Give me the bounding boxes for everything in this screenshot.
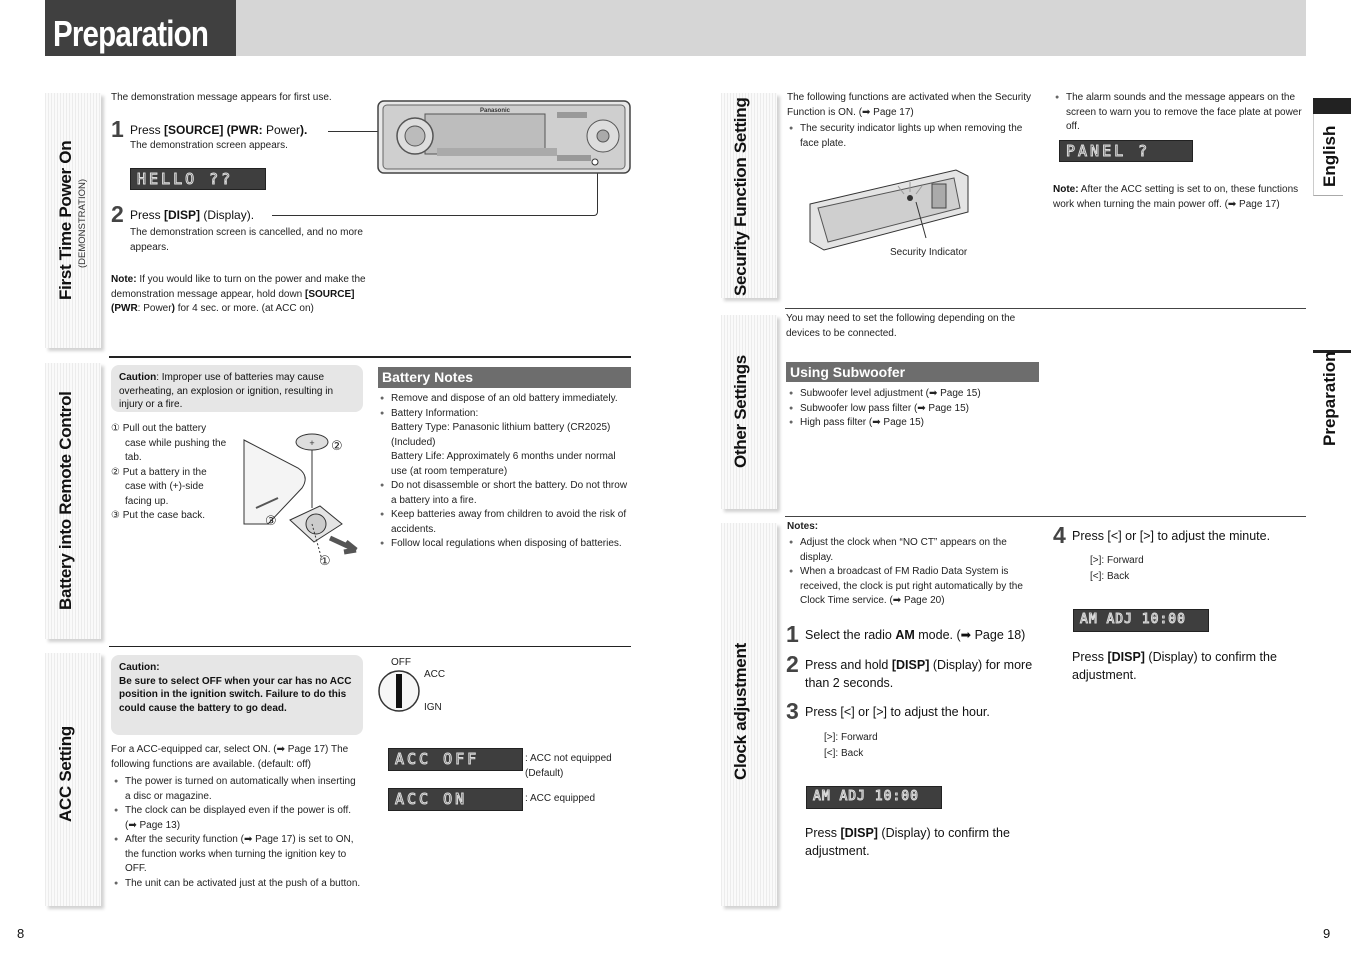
panel-lcd: PANEL ?	[1059, 140, 1193, 162]
first-time-intro: The demonstration message appears for first use.	[111, 92, 332, 103]
security-note: Note: After the ACC setting is set to on, these functions work when turning the main power off. (➡ Page 17)	[1053, 184, 1299, 210]
acc-off-lcd: ACC OFF	[388, 748, 523, 771]
demonstration-label: (DEMONSTRATION)	[77, 178, 88, 268]
step-number: 1	[786, 621, 799, 647]
section-divider	[109, 356, 631, 358]
security-bullet-2: ● The alarm sounds and the message appears on the screen to warn you to remove the face plate at power off.	[1055, 91, 1305, 135]
clock-step4: Press [<] or [>] to adjust the minute.	[1072, 529, 1271, 543]
page-number-left: 8	[17, 926, 25, 941]
forward-caption: [>]: Forward	[824, 732, 878, 743]
step1-text: Press [SOURCE] (PWR: Power).	[130, 123, 308, 137]
forward-arrow-icon: >	[876, 705, 884, 719]
back-arrow-icon: <	[1110, 529, 1119, 543]
leader-line	[328, 131, 380, 132]
back-caption: [<]: Back	[824, 748, 864, 759]
section-divider	[785, 308, 1306, 309]
forward-arrow-icon: >	[1143, 529, 1151, 543]
battery-caution: Caution: Improper use of batteries may cause overheating, an explosion or ignition, resulting in injury or a fire.	[111, 365, 363, 412]
forward-caption: [>]: Forward	[1090, 555, 1144, 566]
first-time-note: Note: If you would like to turn on the power and make the demonstration message appear, hold down [SOURCE] (PWR: Power) for 4 sec. or more. (at ACC on)	[111, 274, 366, 314]
brand-logo: Panasonic	[479, 108, 511, 114]
key-ign-label: IGN	[424, 702, 442, 713]
clock-step1: Select the radio AM mode. (➡ Page 18)	[805, 628, 1026, 642]
step-number: 2	[786, 651, 799, 677]
forward-arrow-icon: >	[1092, 555, 1099, 566]
back-arrow-icon: <	[826, 748, 833, 759]
other-intro: You may need to set the following depending on the devices to be connected.	[786, 313, 1016, 339]
callout-2: ②	[331, 438, 343, 453]
english-tab-label: English	[1320, 125, 1339, 187]
leader-line	[272, 215, 594, 216]
acc-on-lcd: ACC ON	[388, 788, 523, 811]
section-divider	[785, 516, 1306, 517]
acc-off-caption: : ACC not equipped (Default)	[525, 753, 612, 779]
back-caption: [<]: Back	[1090, 571, 1130, 582]
key-acc-label: ACC	[424, 669, 446, 680]
minute-lcd: AM ADJ 10:00	[1073, 609, 1209, 632]
step2-desc: The demonstration screen is cancelled, and no more appears.	[130, 227, 363, 253]
step-number: 4	[1053, 522, 1066, 548]
subwoofer-list: ● Subwoofer level adjustment (➡ Page 15) ● Subwoofer low pass filter (➡ Page 15) ● High pass filter (➡ Page 15)	[789, 387, 1039, 431]
demo-lcd: HELLO ??	[130, 168, 266, 190]
callout-1: ①	[319, 553, 331, 568]
clock-notes-label: Notes:	[787, 521, 819, 532]
clock-step2: Press and hold [DISP] (Display) for more than 2 seconds.	[805, 658, 1033, 690]
clock-confirm-2: Press [DISP] (Display) to confirm the adjustment.	[1072, 650, 1277, 682]
battery-tab-label: Battery into Remote Control	[56, 391, 75, 610]
svg-text:+: +	[309, 438, 315, 448]
clock-confirm-1: Press [DISP] (Display) to confirm the adjustment.	[805, 826, 1010, 858]
back-arrow-icon: <	[1092, 571, 1099, 582]
battery-steps: ① Pull out the battery case while pushing the tab. ② Put a battery in the case with (+)-side facing up. ③ Put the case back.	[111, 423, 227, 521]
page-number-right: 9	[1323, 926, 1331, 941]
first-time-tab-label: First Time Power On	[56, 140, 75, 300]
other-tab-label: Other Settings	[731, 355, 750, 468]
battery-notes-heading: Battery Notes	[378, 367, 631, 388]
head-unit-illustration	[377, 100, 631, 174]
key-off-label: OFF	[391, 657, 411, 668]
acc-on-caption: : ACC equipped	[525, 793, 596, 804]
face-plate-illustration	[806, 164, 972, 256]
acc-caution: Caution: Be sure to select OFF when your car has no ACC position in the ignition switch. Failure to do this could cause the battery to go dead.	[111, 655, 363, 735]
battery-notes-list: ● Remove and dispose of an old battery immediately. ● Battery Information: Battery Type: Panasonic lithium battery (CR2025) (Included) Battery Life: Approximately 6 months under normal use (at room temperature) ● Do not disassemble or short the battery. Do not throw a battery into a fire. ● Keep batteries away from children to avoid the risk of accidents. ● Follow local regulations when disposing of batteries.	[380, 392, 632, 552]
security-bullet-1: ● The security indicator lights up when removing the face plate.	[789, 122, 1029, 151]
step-number: 2	[111, 201, 124, 227]
acc-bullets: ● The power is turned on automatically when inserting a disc or magazine. ● The clock can be displayed even if the power is off. (➡ Page 13) ● After the security function (➡ Page 17) is set to ON, the function works when turning the ignition key to OFF. ● The unit can be activated just at the push of a button.	[114, 775, 364, 891]
clock-step3: Press [<] or [>] to adjust the hour.	[805, 705, 990, 719]
preparation-tab-label: Preparation	[1320, 351, 1339, 446]
remote-battery-illustration	[238, 428, 368, 570]
acc-body: For a ACC-equipped car, select ON. (➡ Page 17) The following functions are available. (default: off)	[111, 744, 349, 770]
callout-3: ③	[265, 513, 277, 528]
step2-text: Press [DISP] (Display).	[130, 208, 255, 222]
english-tab-marker	[1313, 98, 1351, 114]
step1-desc: The demonstration screen appears.	[130, 140, 288, 151]
clock-tab-label: Clock adjustment	[731, 643, 750, 780]
security-indicator-caption: Security Indicator	[890, 247, 968, 258]
ignition-key-icon	[377, 668, 421, 714]
section-divider	[109, 646, 631, 647]
security-tab-label: Security Function Setting	[731, 97, 750, 296]
page-title: Preparation	[45, 0, 236, 56]
back-arrow-icon: <	[843, 705, 852, 719]
subwoofer-heading: Using Subwoofer	[786, 362, 1039, 382]
acc-tab-label: ACC Setting	[56, 726, 75, 822]
security-intro: The following functions are activated when the Security Function is ON. (➡ Page 17)	[787, 92, 1032, 118]
step-number: 3	[786, 698, 799, 724]
clock-notes-list: ● Adjust the clock when “NO CT” appears on the display. ● When a broadcast of FM Radio Data System is received, the clock is put right automatically by the Clock Time service. (➡ Page 20)	[789, 536, 1029, 609]
forward-arrow-icon: >	[826, 732, 833, 743]
hour-lcd: AM ADJ 10:00	[806, 786, 942, 809]
step-number: 1	[111, 116, 124, 142]
